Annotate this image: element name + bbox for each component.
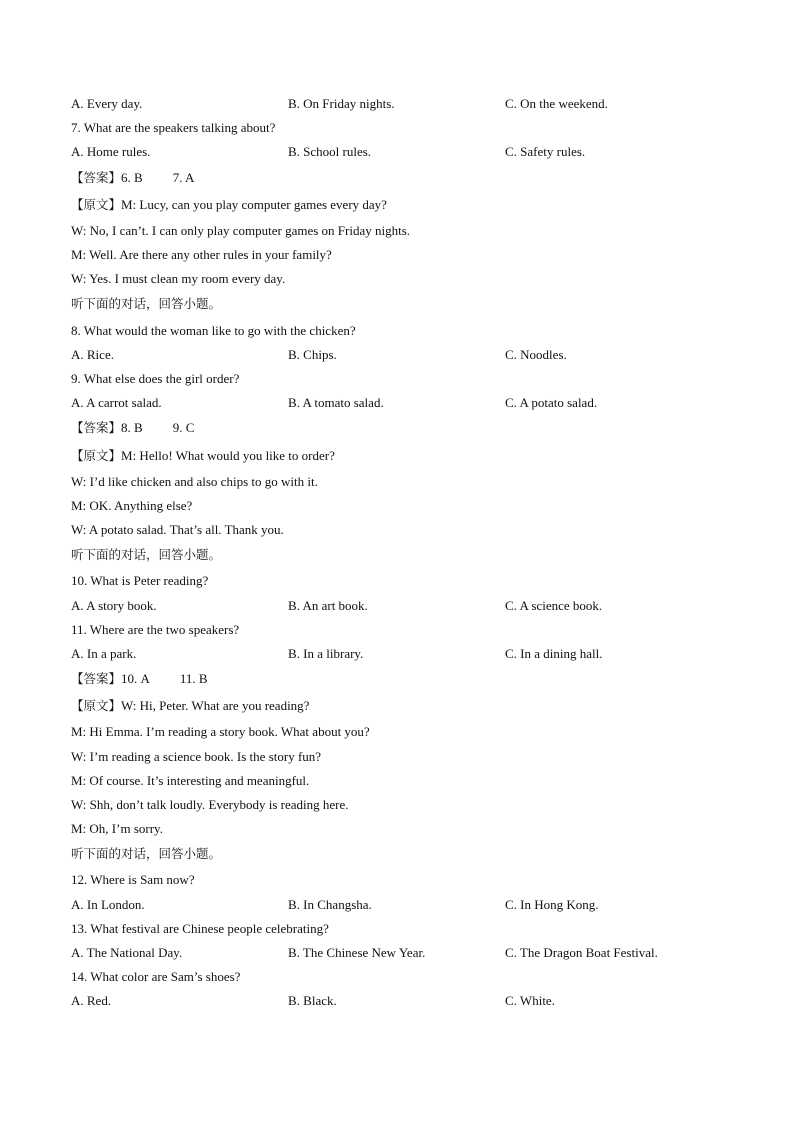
section-instruction: 听下面的对话，回答小题。 bbox=[71, 846, 222, 861]
option-b: B. Black. bbox=[288, 993, 337, 1008]
option-b: B. School rules. bbox=[288, 144, 372, 159]
transcript-line: W: Yes. I must clean my room every day. bbox=[71, 271, 286, 286]
transcript-text: W: Hi, Peter. What are you reading? bbox=[121, 698, 310, 713]
question-text: 10. What is Peter reading? bbox=[71, 573, 209, 588]
answer-value: 6. B bbox=[121, 170, 143, 185]
option-c: C. A potato salad. bbox=[505, 395, 598, 410]
option-c: C. White. bbox=[505, 993, 555, 1008]
transcript-line: M: Hi Emma. I’m reading a story book. What about you? bbox=[71, 724, 370, 739]
transcript-line bbox=[71, 698, 309, 714]
option-a: A. A carrot salad. bbox=[71, 395, 162, 410]
question-text: 13. What festival are Chinese people celebrating? bbox=[71, 921, 329, 936]
transcript-line: W: I’d like chicken and also chips to go with it. bbox=[71, 474, 318, 489]
option-b: B. The Chinese New Year. bbox=[288, 945, 426, 960]
option-a: A. Red. bbox=[71, 993, 112, 1008]
option-a: A. Home rules. bbox=[71, 144, 151, 159]
option-a: A. Rice. bbox=[71, 347, 114, 362]
option-a: A. Every day. bbox=[71, 96, 143, 111]
section-instruction: 听下面的对话，回答小题。 bbox=[71, 296, 222, 311]
option-c: C. The Dragon Boat Festival. bbox=[505, 945, 658, 960]
section-instruction: 听下面的对话，回答小题。 bbox=[71, 547, 222, 562]
question-text: 12. Where is Sam now? bbox=[71, 872, 195, 887]
transcript-line: W: I’m reading a science book. Is the story fun? bbox=[71, 749, 322, 764]
transcript-label: 【原文】 bbox=[71, 698, 122, 713]
transcript-label: 【原文】 bbox=[71, 197, 122, 212]
question-text: 11. Where are the two speakers? bbox=[71, 622, 240, 637]
option-c: C. In Hong Kong. bbox=[505, 897, 599, 912]
option-c: C. Noodles. bbox=[505, 347, 567, 362]
transcript-text: M: Lucy, can you play computer games every day? bbox=[121, 197, 387, 212]
transcript-line: M: OK. Anything else? bbox=[71, 498, 193, 513]
answer-label: 【答案】 bbox=[71, 170, 122, 185]
answer-line bbox=[71, 420, 194, 436]
answer-value: 11. B bbox=[179, 671, 208, 686]
answer-label: 【答案】 bbox=[71, 420, 122, 435]
transcript-line: W: A potato salad. That’s all. Thank you. bbox=[71, 522, 284, 537]
option-c: C. A science book. bbox=[505, 598, 603, 613]
answer-line bbox=[71, 170, 194, 186]
option-a: A. In a park. bbox=[71, 646, 137, 661]
transcript-line: W: Shh, don’t talk loudly. Everybody is reading here. bbox=[71, 797, 349, 812]
answer-line bbox=[71, 671, 208, 687]
option-a: A. A story book. bbox=[71, 598, 157, 613]
option-c: C. In a dining hall. bbox=[505, 646, 603, 661]
answer-value: 8. B bbox=[121, 420, 143, 435]
question-text: 7. What are the speakers talking about? bbox=[71, 120, 276, 135]
transcript-line bbox=[71, 448, 335, 464]
option-b: B. On Friday nights. bbox=[288, 96, 395, 111]
transcript-line: M: Well. Are there any other rules in your family? bbox=[71, 247, 332, 262]
option-b: B. An art book. bbox=[288, 598, 368, 613]
answer-value: 9. C bbox=[172, 420, 195, 435]
answer-value: 7. A bbox=[172, 170, 195, 185]
answer-value: 10. A bbox=[121, 671, 150, 686]
answer-label: 【答案】 bbox=[71, 671, 122, 686]
transcript-line bbox=[71, 197, 387, 213]
option-c: C. On the weekend. bbox=[505, 96, 608, 111]
transcript-line: W: No, I can’t. I can only play computer games on Friday nights. bbox=[71, 223, 411, 238]
option-a: A. In London. bbox=[71, 897, 145, 912]
option-b: B. In a library. bbox=[288, 646, 364, 661]
transcript-line: M: Oh, I’m sorry. bbox=[71, 821, 163, 836]
question-text: 14. What color are Sam’s shoes? bbox=[71, 969, 241, 984]
transcript-line: M: Of course. It’s interesting and meaningful. bbox=[71, 773, 310, 788]
question-text: 8. What would the woman like to go with the chicken? bbox=[71, 323, 356, 338]
transcript-text: M: Hello! What would you like to order? bbox=[121, 448, 335, 463]
option-b: B. A tomato salad. bbox=[288, 395, 384, 410]
option-b: B. Chips. bbox=[288, 347, 337, 362]
option-c: C. Safety rules. bbox=[505, 144, 586, 159]
option-a: A. The National Day. bbox=[71, 945, 183, 960]
question-text: 9. What else does the girl order? bbox=[71, 371, 240, 386]
option-b: B. In Changsha. bbox=[288, 897, 372, 912]
transcript-label: 【原文】 bbox=[71, 448, 122, 463]
